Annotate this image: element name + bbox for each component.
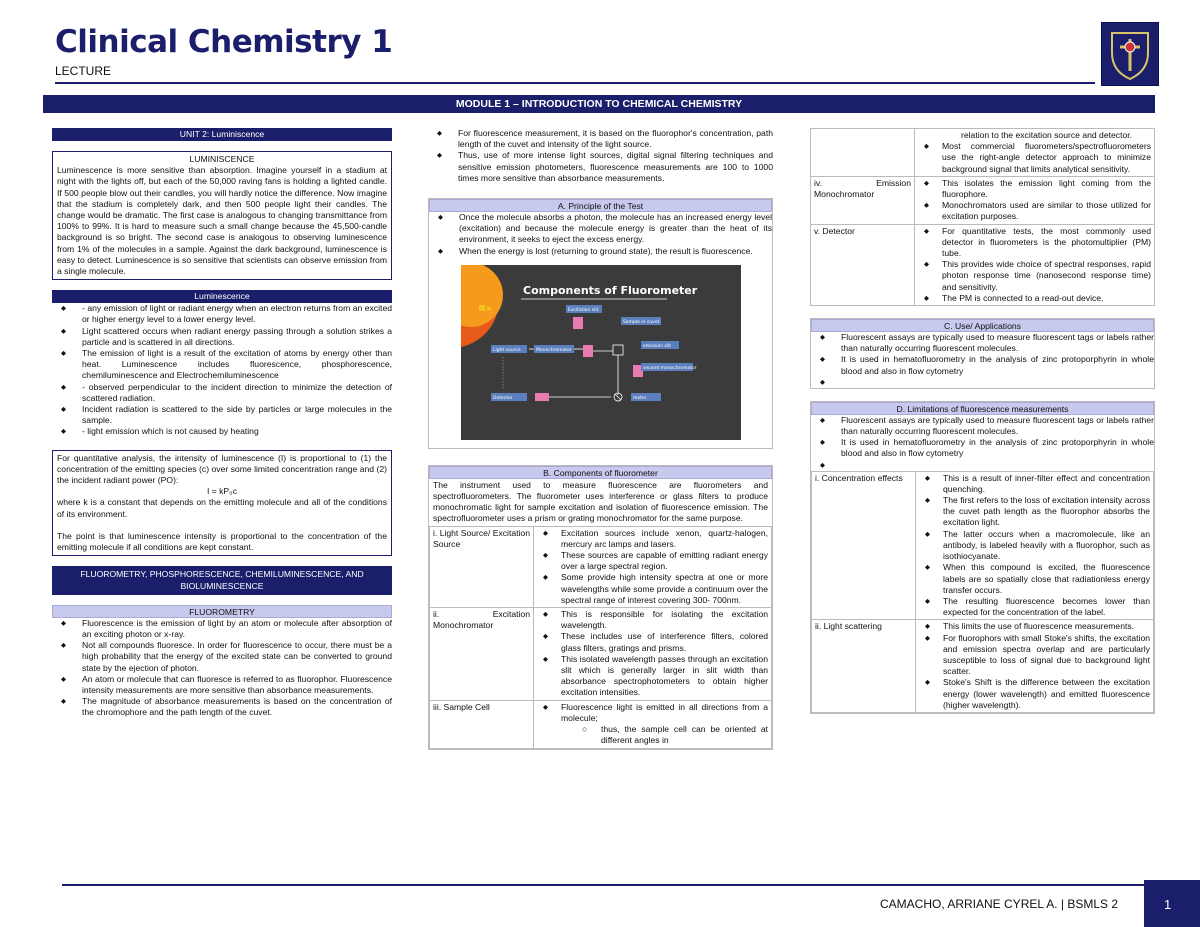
luminescence-formula: I = kP₀c xyxy=(206,486,238,497)
list-item: ◆ - light emission which is not caused by heating xyxy=(52,426,392,437)
meter-label: meter xyxy=(632,395,647,401)
limitations-header: D. Limitations of fluorescence measurements xyxy=(811,402,1154,415)
document-subtitle: LECTURE xyxy=(55,64,112,78)
circle-bullet-icon: ○ xyxy=(582,724,588,735)
row-label: ii. Light scattering xyxy=(812,620,916,713)
monochromator-label: Monochromator xyxy=(535,347,572,353)
author-footer: CAMACHO, ARRIANE CYREL A. | BSMLS 2 xyxy=(880,897,1119,911)
sub-list-item-text: thus, the sample cell can be oriented at different angles in xyxy=(601,724,768,746)
table-row xyxy=(812,620,1154,713)
list-item: ◆ Incident radiation is scattered to the side by particles or large molecules in the sample. xyxy=(52,404,392,426)
list-item: ◆ Fluorescence is the emission of light by an atom or molecule after absorption of an exciting photon or x-ray. xyxy=(52,618,392,640)
footer-rule xyxy=(62,884,1152,886)
list-item: ◆ Fluorescent assays are typically used to measure fluorescent tags or labels rather than naturally occurring fluorescent molecules. xyxy=(811,332,1154,354)
list-item: ◆ An atom or molecule that can fluoresce is referred to as fluorophor. Fluorescence intensity measurements are more sensitive than absorbance measurements. xyxy=(52,674,392,696)
unit-header: UNIT 2: Luminiscence xyxy=(52,128,392,141)
list-item: ◆ It is used in hematofluorometry in the analysis of zinc protoporphyrin in whole blood and also in flow cytometry xyxy=(811,354,1154,376)
components-intro: The instrument used to measure fluorescence are fluorometers and spectrofluorometers. The fluorometer uses interference or glass filters to produce monochromatic light for sample excitation and isolation of fluorescence emission. The spectrofluorometer uses a prism or grating monochromator for the same purpose. xyxy=(433,479,768,524)
list-item: ◆ When the energy is lost (returning to ground state), the result is fluorescence. xyxy=(429,246,772,257)
list-item: ◆ The magnitude of absorbance measurements is based on the concentration of the chromophore and the path length of the cuvet. xyxy=(52,696,392,718)
list-item: ◆ Monochromators used are similar to those utilized for excitation purposes. xyxy=(918,200,1151,222)
row-label: i. Concentration effects xyxy=(812,471,916,620)
list-item: ◆ This is a result of inner-filter effect and concentration quenching. xyxy=(919,473,1150,495)
page-number-box xyxy=(1144,880,1200,927)
row-content xyxy=(534,700,772,748)
light-source-label: Light source xyxy=(492,347,521,353)
list-item xyxy=(811,377,1154,388)
list-item: ◆ Most commercial fluorometers/spectrofluorometers use the right-angle detector approach to minimize background signal that limits analytical sensitivity. xyxy=(918,141,1151,175)
list-item: ◆ These includes use of interference filters, colored glass filters, gratings and prisms. xyxy=(537,631,768,653)
table-row xyxy=(811,176,1155,224)
emission-slit-label: emission slit xyxy=(642,343,671,349)
list-item: ◆ Fluorescence light is emitted in all directions from a molecule; xyxy=(537,702,768,724)
list-item: ◆ Excitation sources include xenon, quartz-halogen, mercury arc lamps and lasers. xyxy=(537,528,768,550)
row-label: v. Detector xyxy=(811,224,915,305)
fluorometer-diagram xyxy=(461,265,741,440)
row-content xyxy=(916,471,1154,620)
continued-text: relation to the excitation source and detector. xyxy=(960,130,1133,140)
figure-title: Components of Fluorometer xyxy=(522,283,697,297)
list-item xyxy=(811,460,1154,471)
list-item: ◆ This is responsible for isolating the excitation wavelength. xyxy=(537,609,768,631)
sub-list-item xyxy=(537,724,768,746)
list-item: ◆ When this compound is excited, the fluorescence labels are so spatially close that radiationless energy transfer occurs. xyxy=(919,562,1150,596)
row-content xyxy=(915,129,1155,177)
components-header: B. Components of fluorometer xyxy=(429,466,772,479)
column-right xyxy=(810,128,1155,714)
sample-label: Sample in cuvet xyxy=(622,319,659,325)
row-content xyxy=(916,620,1154,713)
list-item: ◆ The latter occurs when a macromolecule, like an antibody, is labeled heavily with a fluorophor, such as isothiocyanate. xyxy=(919,529,1150,563)
quantitative-box xyxy=(52,450,392,557)
quant-paragraph: The point is that luminescence intensity is proportional to the concentration of the emitting molecule if all conditions are kept constant. xyxy=(57,530,387,553)
list-item: ◆ Stoke's Shift is the difference between the excitation energy (lower wavelength) and emitted fluorescence (higher wavelength). xyxy=(919,677,1150,711)
quant-paragraph: where k is a constant that depends on the emitting molecule and all of the conditions of its environment. xyxy=(57,497,387,519)
row-label: iv. Emission Monochromator xyxy=(811,176,915,224)
table-row xyxy=(430,700,772,748)
fluorescence-measurement-list xyxy=(428,128,773,184)
module-title: MODULE 1 – INTRODUCTION TO CHEMICAL CHEMISTRY xyxy=(43,95,1155,113)
components-table-continued xyxy=(810,128,1155,306)
luminescence-intro-box xyxy=(52,151,392,280)
row-content xyxy=(915,224,1155,305)
row-content xyxy=(534,608,772,701)
list-item: ◆ - any emission of light or radiant energy when an electron returns from an excited or higher energy level to a lower energy level. xyxy=(52,303,392,325)
shield-emblem-icon xyxy=(1108,27,1152,81)
luminescence-list xyxy=(52,303,392,437)
list-item: ◆ The emission of light is a result of the excitation of atoms by energy other than heat. Luminescence includes fluorescence, phosphorescence, chemiluminescence and Electrochemiluminescence xyxy=(52,348,392,382)
list-item: ◆ - observed perpendicular to the incident direction to minimize the detection of scattered radiation. xyxy=(52,382,392,404)
row-label: ii. Excitation Monochromator xyxy=(430,608,534,701)
list-item: ◆ Light scattered occurs when radiant energy passing through a solution strikes a particle and is scattered in all directions. xyxy=(52,326,392,348)
table-row xyxy=(811,224,1155,305)
table-row xyxy=(430,608,772,701)
list-item: ◆ The first refers to the loss of excitation intensity across the cuvet path length as the fluorophor absorbs the excitation light. xyxy=(919,495,1150,529)
quant-paragraph: For quantitative analysis, the intensity of luminescence (I) is proportional to (1) the concentration of the emitting species (c) over some limited concentration range and (2) the incident radiant power (PO): xyxy=(57,452,387,486)
list-item: ◆ Fluorescent assays are typically used to measure fluorescent tags or labels rather than naturally occurring fluorescent molecules. xyxy=(811,415,1154,437)
fpcb-header: FLUOROMETRY, PHOSPHORESCENCE, CHEMILUMINESCENCE, AND BIOLUMINESCENCE xyxy=(52,566,392,594)
list-item: ◆ Thus, use of more intense light sources, digital signal filtering techniques and sensitive emission photometers, fluorescence measurements are 100 to 1000 times more sensitive than absorbance measurements. xyxy=(428,150,773,184)
list-item: ◆ For fluorescence measurement, it is based on the fluorophor's concentration, path length of the cuvet and intensity of the light source. xyxy=(428,128,773,150)
list-item: ◆ It is used in hematofluorometry in the analysis of zinc protoporphyrin in whole blood and also in flow cytometry xyxy=(811,437,1154,459)
intro-text: Luminescence is more sensitive than absorption. Imagine yourself in a stadium at night with the lights off, but each of the 50,000 raving fans is holding a lighted candle. If 500 people blow out their candles, you will hardly notice the difference. Now imagine that the stadium is completely dark, and then 500 people light their candles. The change would be dramatic. The first case is analogous to changing transmittance from 100% to 99%. It is hard to measure such a small change because the 45,500-candle background is so bright. The second case is analogous to observing luminescence from 1% of the molecules in a sample. Against the dark background, luminescence is easy to detect. Luminescence is so sensitive that scientists can observe emission from a single molecule. xyxy=(57,165,387,277)
list-item: ◆ For fluorophors with small Stoke's shifts, the excitation and emission spectra overlap and are particularly susceptible to loss of signal due to background light scatter. xyxy=(919,633,1150,678)
applications-list xyxy=(811,332,1154,388)
table-row xyxy=(430,526,772,607)
table-row xyxy=(811,129,1155,177)
applications-section xyxy=(810,318,1155,389)
document-title: Clinical Chemistry 1 xyxy=(55,24,393,60)
list-item: ◆ Not all compounds fluoresce. In order for fluorescence to occur, there must be a high probability that the energy of the excited state can be converted to ground state by the ejection of photon. xyxy=(52,640,392,674)
intro-heading: LUMINISCENCE xyxy=(189,154,255,164)
column-middle xyxy=(428,128,773,750)
list-item: ◆ This isolates the emission light coming from the fluorophore. xyxy=(918,178,1151,200)
list-item: ◆ Once the molecule absorbs a photon, the molecule has an increased energy level (excitation) and because the molecule energy is greater than the heat of its environment, it seeks to eject the excess energy. xyxy=(429,212,772,246)
list-item: ◆ This isolated wavelength passes through an excitation slit which is generally larger in slit width than absorbance spectrophotometers to obtain higher excitation intensities. xyxy=(537,654,768,699)
list-item: ◆ The resulting fluorescence becomes lower than expected for the concentration of the label. xyxy=(919,596,1150,618)
row-label: iii. Sample Cell xyxy=(430,700,534,748)
list-item: ◆ This provides wide choice of spectral responses, rapid photon response time (nanosecond response time) and sensitivity. xyxy=(918,259,1151,293)
school-logo xyxy=(1101,22,1159,86)
applications-header: C. Use/ Applications xyxy=(811,319,1154,332)
row-content xyxy=(534,526,772,607)
list-item: ◆ These sources are capable of emitting radiant energy over a large spectral region. xyxy=(537,550,768,572)
components-table xyxy=(429,526,772,749)
components-section xyxy=(428,465,773,750)
list-item: ◆ For quantitative tests, the most commonly used detector in fluorometers is the photomultiplier (PM) tube. xyxy=(918,226,1151,260)
row-label xyxy=(811,129,915,177)
fluorometer-components-figure xyxy=(461,265,741,440)
page-number: 1 xyxy=(1164,897,1172,912)
excitation-slit-label: Excitation slit xyxy=(567,307,598,313)
column-left xyxy=(52,128,392,719)
detector-label: Detector xyxy=(492,395,513,401)
principle-section xyxy=(428,198,773,449)
fluorometry-list xyxy=(52,618,392,719)
table-row xyxy=(812,471,1154,620)
list-item: ◆ The PM is connected to a read-out device. xyxy=(918,293,1151,304)
limitations-section xyxy=(810,401,1155,714)
second-monochromator-label: second monochromator xyxy=(642,365,697,371)
fluorometry-header: FLUOROMETRY xyxy=(52,605,392,618)
header-rule xyxy=(55,82,1095,84)
luminescence-header: Luminescence xyxy=(52,290,392,303)
principle-header: A. Principle of the Test xyxy=(429,199,772,212)
list-item: ◆ Some provide high intensity spectra at one or more wavelengths while some provide a continuum over the spectral range of interest covering 300- 700nm. xyxy=(537,572,768,606)
limitations-table xyxy=(811,471,1154,713)
row-label: i. Light Source/ Excitation Source xyxy=(430,526,534,607)
list-item: ◆ This limits the use of fluorescence measurements. xyxy=(919,621,1150,632)
row-content xyxy=(915,176,1155,224)
principle-list xyxy=(429,212,772,257)
limitations-list xyxy=(811,415,1154,471)
